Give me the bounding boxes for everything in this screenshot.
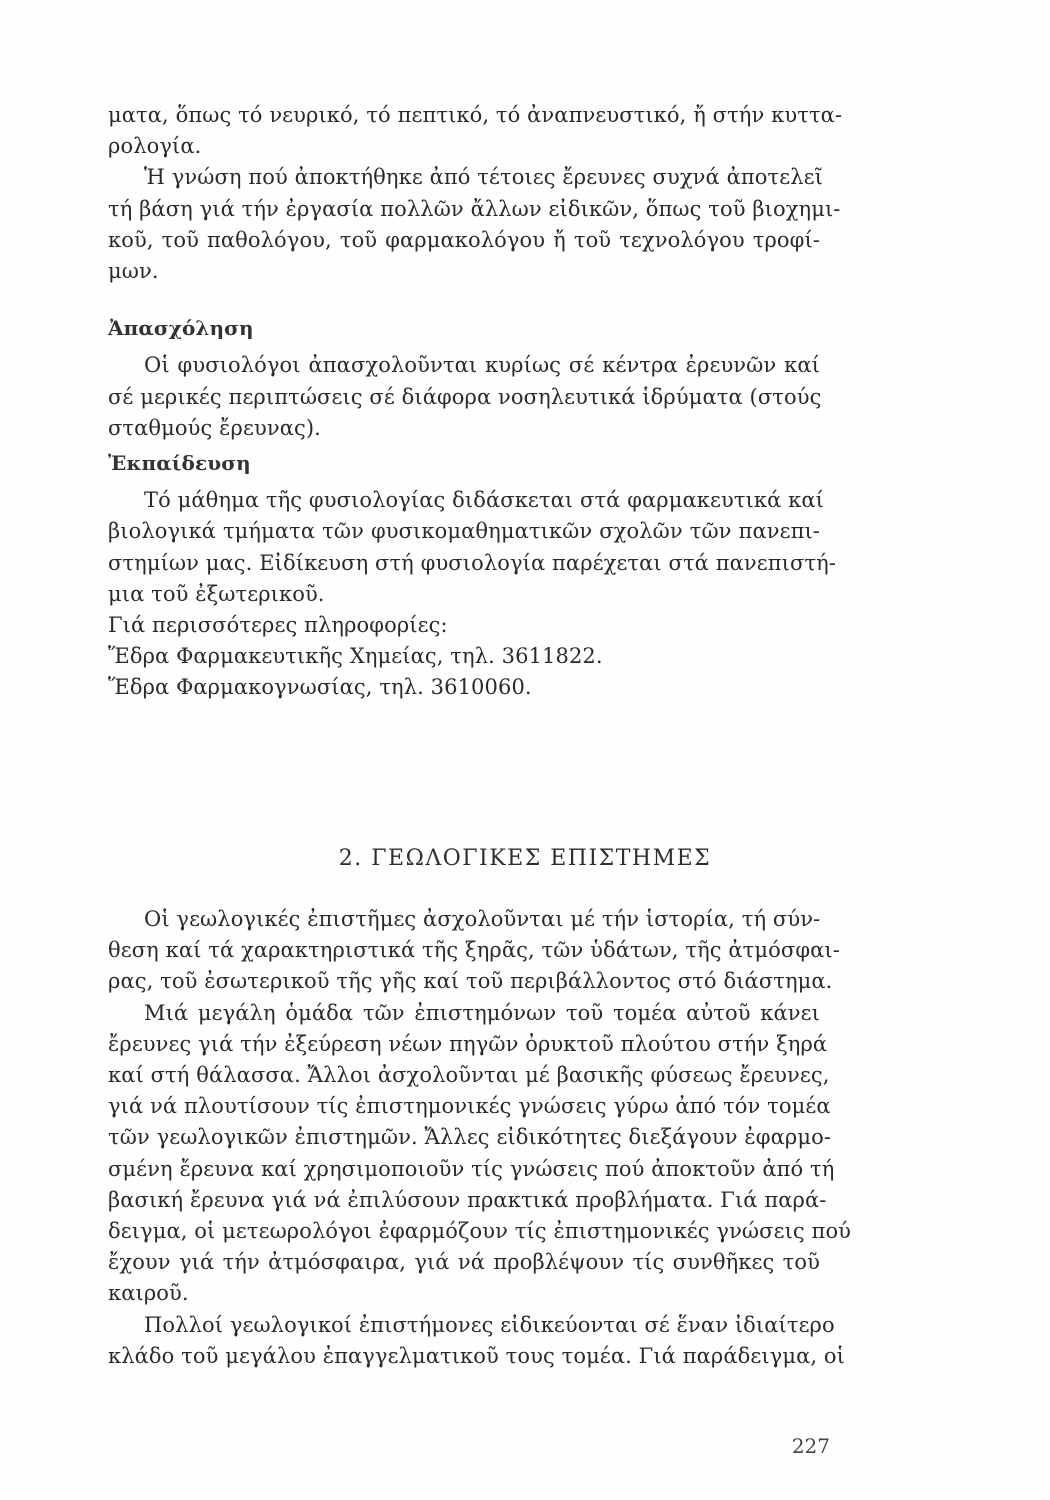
section-title: 2. ΓΕΩΛΟΓΙΚΕΣ ΕΠΙΣΤΗΜΕΣ — [338, 846, 712, 871]
geology-paragraph-3 — [108, 1310, 845, 1372]
contact-line: Ἕδρα Φαρμακευτικῆς Χημείας, τηλ. 3611822. — [108, 644, 603, 669]
text-line: μια τοῦ ἐξωτερικοῦ. — [108, 581, 325, 606]
text-line: μων. — [108, 259, 159, 284]
text-line: κοῦ, τοῦ παθολόγου, τοῦ φαρμακολόγου ἤ τοῦ τεχνολόγου τροφί- — [108, 227, 820, 252]
text-line: Πολλοί γεωλογικοί ἐπιστήμονες εἰδικεύονται σέ ἕναν ἰδιαίτερο — [144, 1312, 835, 1337]
education-paragraph — [108, 485, 837, 703]
text-line: ἔχουν γιά τήν ἀτμόσφαιρα, γιά νά προβλέψουν τίς συνθῆκες τοῦ — [108, 1250, 820, 1275]
text-line: γιά νά πλουτίσουν τίς ἐπιστημονικές γνώσεις γύρω ἀπό τόν τομέα — [108, 1094, 831, 1119]
text-line: ἔρευνες γιά τήν ἐξεύρεση νέων πηγῶν ὀρυκτοῦ πλούτου στήν ξηρά — [108, 1031, 828, 1056]
text-line: τή βάση γιά τήν ἐργασία πολλῶν ἄλλων εἰδικῶν, ὅπως τοῦ βιοχημι- — [108, 196, 841, 221]
text-line: ρας, τοῦ ἐσωτερικοῦ τῆς γῆς καί τοῦ περιβάλλοντος στό διάστημα. — [108, 969, 833, 994]
education-heading: Ἐκπαίδευση — [108, 451, 251, 476]
employment-heading: Ἀπασχόληση — [108, 316, 254, 341]
text-line: σμένη ἔρευνα καί χρησιμοποιοῦν τίς γνώσεις πού ἀποκτοῦν ἀπό τή — [108, 1156, 835, 1181]
text-line: θεση καί τά χαρακτηριστικά τῆς ξηρᾶς, τῶν ὑδάτων, τῆς ἀτμόσφαι- — [108, 938, 840, 963]
text-line: ματα, ὅπως τό νευρικό, τό πεπτικό, τό ἀναπνευστικό, ἤ στήν κυττα- — [108, 103, 843, 127]
upper-text-column — [108, 100, 843, 704]
more-info-line: Γιά περισσότερες πληροφορίες: — [108, 613, 448, 638]
text-line: Οἱ γεωλογικές ἐπιστῆμες ἀσχολοῦνται μέ τήν ἱστορία, τή σύν- — [144, 907, 821, 931]
geology-paragraph-1 — [108, 904, 840, 998]
text-line: Μιά μεγάλη ὁμάδα τῶν ἐπιστημόνων τοῦ τομέα αὐτοῦ κάνει — [144, 1000, 820, 1025]
text-line: σέ μερικές περιπτώσεις σέ διάφορα νοσηλευτικά ἱδρύματα (στούς — [108, 384, 822, 409]
geology-paragraph-2 — [108, 998, 852, 1310]
text-line: βιολογικά τμήματα τῶν φυσικομαθηματικῶν σχολῶν τῶν πανεπι- — [108, 519, 820, 544]
text-line: τῶν γεωλογικῶν ἐπιστημῶν. Ἄλλες εἰδικότητες διεξάγουν ἐφαρμο- — [108, 1125, 832, 1150]
text-line: δειγμα, οἱ μετεωρολόγοι ἐφαρμόζουν τίς ἐπιστημονικές γνώσεις πού — [108, 1219, 852, 1244]
text-line: Ἡ γνώση πού ἀποκτήθηκε ἀπό τέτοιες ἔρευνες συχνά ἀποτελεῖ — [144, 165, 823, 190]
text-line: Οἱ φυσιολόγοι ἀπασχολοῦνται κυρίως σέ κέντρα ἐρευνῶν καί — [144, 353, 820, 378]
page-number: 227 — [791, 1434, 830, 1458]
contact-line: Ἕδρα Φαρμακογνωσίας, τηλ. 3610060. — [108, 675, 532, 700]
text-line: στημίων μας. Εἰδίκευση στή φυσιολογία παρέχεται στά πανεπιστή- — [108, 550, 837, 575]
text-line: βασική ἔρευνα γιά νά ἐπιλύσουν πρακτικά προβλήματα. Γιά παρά- — [108, 1187, 827, 1212]
text-line: ρολογία. — [108, 134, 202, 159]
text-line: καί στή θάλασσα. Ἄλλοι ἀσχολοῦνται μέ βασικῆς φύσεως ἔρευνες, — [108, 1063, 830, 1088]
physiology-intro-paragraph — [108, 100, 843, 287]
text-line: κλάδο τοῦ μεγάλου ἐπαγγελματικοῦ τους τομέα. Γιά παράδειγμα, οἱ — [108, 1343, 845, 1368]
text-line: σταθμούς ἔρευνας). — [108, 415, 321, 440]
lower-text-column — [108, 904, 852, 1372]
employment-paragraph — [108, 350, 820, 444]
text-line: καιροῦ. — [108, 1281, 189, 1306]
text-line: Τό μάθημα τῆς φυσιολογίας διδάσκεται στά φαρμακευτικά καί — [144, 488, 825, 513]
